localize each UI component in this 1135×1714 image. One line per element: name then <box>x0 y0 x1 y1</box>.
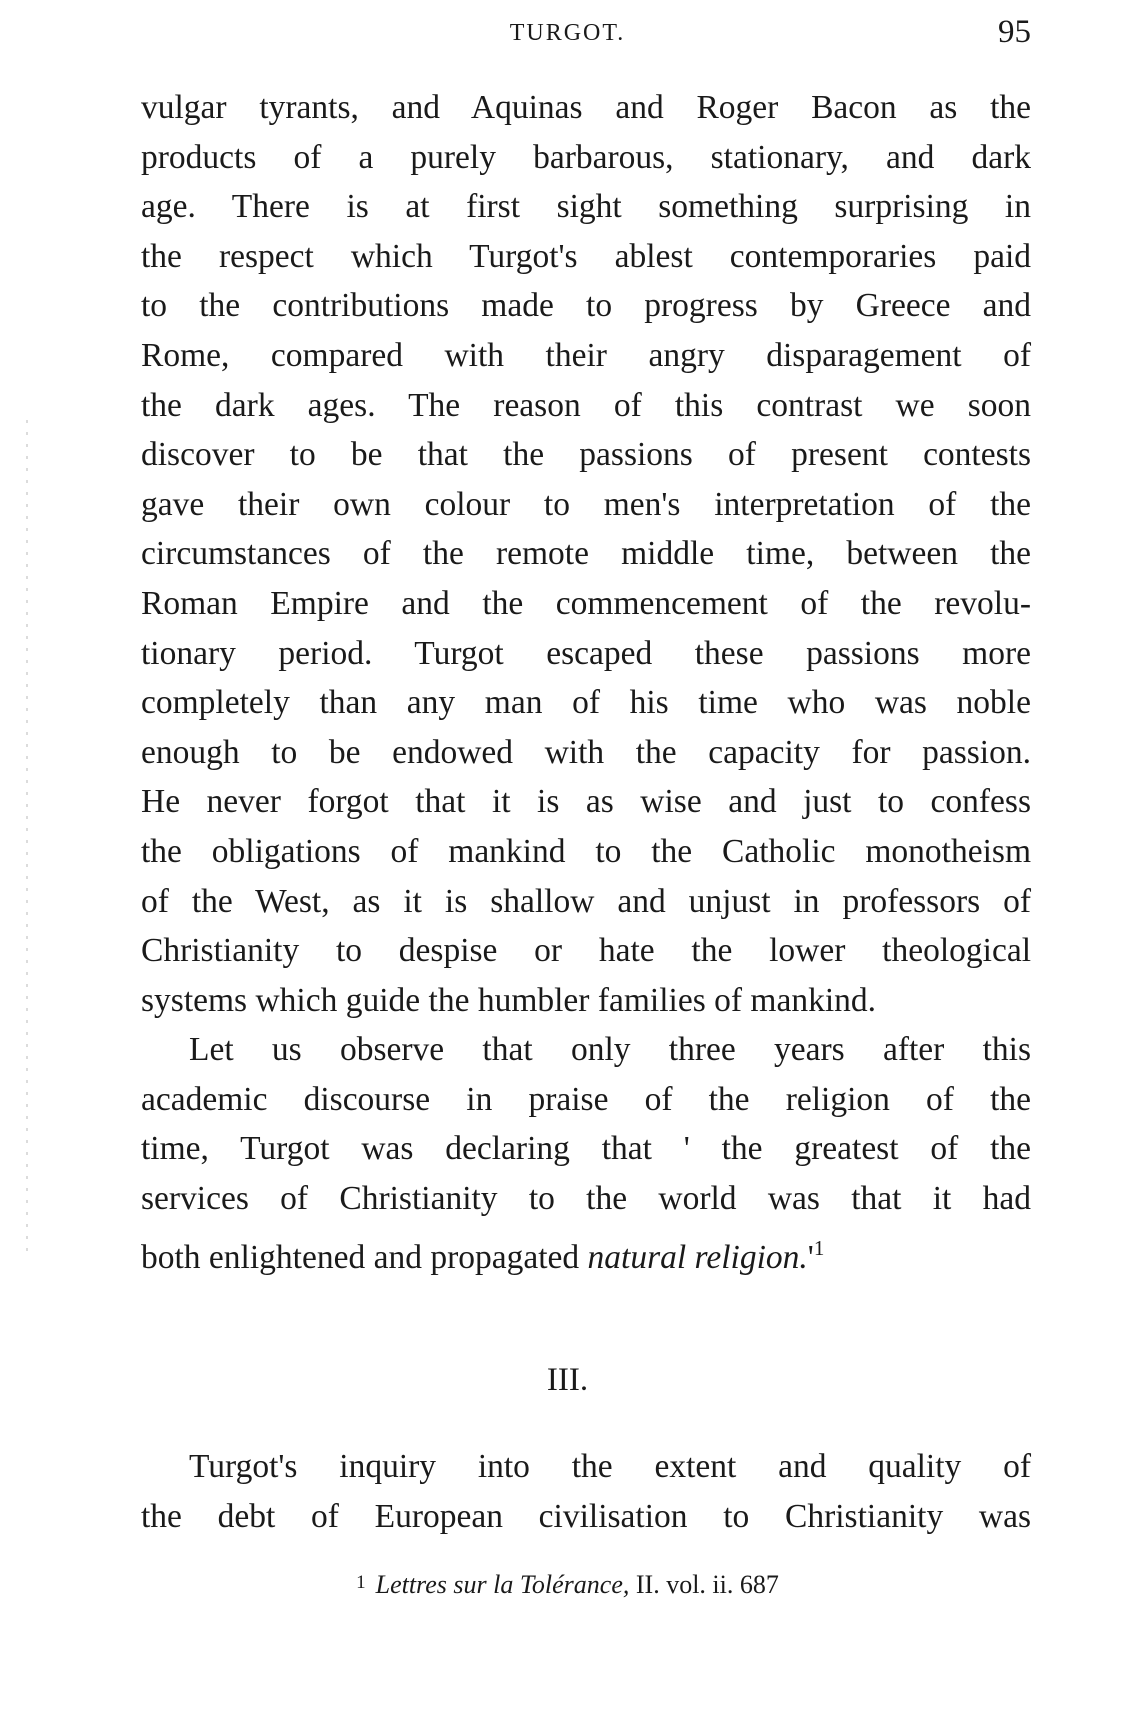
text-line: time, Turgot was declaring that ' the greatest of the <box>141 1130 1031 1168</box>
text-line: He never forgot that it is as wise and just to confess <box>141 783 1031 821</box>
text-line: completely than any man of his time who was noble <box>141 684 1031 722</box>
section-text <box>141 1442 1031 1541</box>
italic-phrase: natural religion. <box>587 1238 808 1276</box>
section-heading: III. <box>546 1362 589 1398</box>
text-line: to the contributions made to progress by Greece and <box>141 287 1031 325</box>
footnote <box>0 1570 1135 1600</box>
closing-quote: ' <box>807 1238 814 1276</box>
running-title: TURGOT. <box>509 20 626 46</box>
text-line: enough to be endowed with the capacity for passion. <box>141 733 1031 771</box>
text-line: Roman Empire and the commencement of the revolu- <box>141 584 1031 622</box>
quote-text: both enlightened and propagated <box>141 1238 588 1276</box>
paragraph-first-line: Let us observe that only three years after this <box>189 1031 1031 1069</box>
text-line: services of Christianity to the world was that it had <box>141 1180 1031 1218</box>
text-line: vulgar tyrants, and Aquinas and Roger Bacon as the <box>141 89 1031 126</box>
text-line: of the West, as it is shallow and unjust in professors of <box>141 882 1031 920</box>
footnote-citation: II. vol. ii. 687 <box>629 1570 779 1599</box>
page-number: 95 <box>998 14 1031 50</box>
text-line: gave their own colour to men's interpretation of the <box>141 485 1031 523</box>
body-text <box>141 83 1031 1276</box>
text-line: the debt of European civilisation to Christianity was <box>141 1497 1031 1535</box>
text-line: tionary period. Turgot escaped these passions more <box>141 634 1031 672</box>
running-head <box>0 14 1135 54</box>
paragraph-first-line: Turgot's inquiry into the extent and quality of <box>189 1448 1031 1485</box>
paragraph-last-line <box>141 1224 1031 1274</box>
text-line: circumstances of the remote middle time, between the <box>141 535 1031 573</box>
text-line: Rome, compared with their angry disparagement of <box>141 336 1031 374</box>
text-line: age. There is at first sight something surprising in <box>141 188 1031 226</box>
footnote-mark: 1 <box>356 1572 366 1593</box>
margin-scan-artifact <box>24 420 30 1260</box>
footnote-reference[interactable]: 1 <box>813 1235 825 1260</box>
text-line: Christianity to despise or hate the lower theological <box>141 932 1031 970</box>
text-line: discover to be that the passions of present contests <box>141 436 1031 474</box>
text-line: the obligations of mankind to the Catholic monotheism <box>141 832 1031 870</box>
text-line: the dark ages. The reason of this contrast we soon <box>141 386 1031 424</box>
footnote-title: Lettres sur la Tolérance, <box>375 1570 630 1599</box>
text-line: systems which guide the humbler families of mankind. <box>141 981 877 1019</box>
text-line: products of a purely barbarous, stationary, and dark <box>141 138 1031 176</box>
text-line: the respect which Turgot's ablest contemporaries paid <box>141 237 1031 275</box>
text-line: academic discourse in praise of the religion of the <box>141 1080 1031 1118</box>
